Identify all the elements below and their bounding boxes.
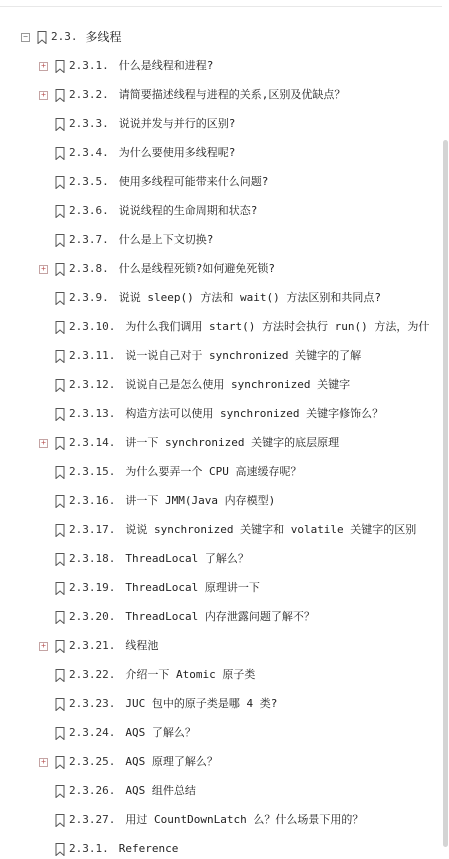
outline-item[interactable]: [39, 230, 440, 250]
outline-item-number: 2.3.6.: [69, 204, 109, 217]
outline-item-number: 2.3.24.: [69, 726, 116, 739]
outline-item-title: ThreadLocal 了解么？: [125, 552, 249, 565]
expand-toggle-icon[interactable]: +: [39, 758, 48, 767]
bookmark-icon: [55, 611, 65, 624]
bookmark-icon: [55, 698, 65, 711]
outline-item-title: 构造方法可以使用 synchronized 关键字修饰么？: [125, 407, 384, 420]
top-divider: [0, 6, 449, 7]
outline-item-title: 什么是上下文切换?: [118, 233, 214, 246]
outline-item-title: 用过 CountDownLatch 么？什么场景下用的？: [125, 813, 364, 826]
outline-item-title: JUC 包中的原子类是哪 4 类?: [125, 697, 278, 710]
outline-item-number: 2.3.2.: [69, 88, 109, 101]
outline-item-title: 为什么我们调用 start() 方法时会执行 run() 方法，为什: [125, 320, 430, 333]
outline-item-title: 介绍一下 Atomic 原子类: [125, 668, 256, 681]
outline-item[interactable]: [39, 607, 440, 627]
outline-item-title: 说说 synchronized 关键字和 volatile 关键字的区别: [125, 523, 417, 536]
outline-item-number: 2.3.10.: [69, 320, 116, 333]
outline-item-title: ThreadLocal 内存泄露问题了解不？: [125, 610, 315, 623]
outline-item-number: 2.3.26.: [69, 784, 116, 797]
outline-item-number: 2.3.16.: [69, 494, 116, 507]
bookmark-icon: [55, 89, 65, 102]
bookmark-icon: [55, 669, 65, 682]
outline-item[interactable]: [39, 317, 440, 337]
outline-item-number: 2.3.4.: [69, 146, 109, 159]
outline-item-title: AQS 原理了解么？: [125, 755, 218, 768]
outline-item[interactable]: [39, 549, 440, 569]
outline-item[interactable]: [39, 346, 440, 366]
bookmark-icon: [55, 843, 65, 856]
outline-item[interactable]: [39, 810, 440, 830]
outline-item-title: Reference: [118, 842, 179, 855]
scrollbar-thumb[interactable]: [443, 140, 448, 847]
outline-item[interactable]: [39, 201, 440, 221]
bookmark-icon: [55, 524, 65, 537]
outline-item[interactable]: [39, 491, 440, 511]
outline-item-number: 2.3.11.: [69, 349, 116, 362]
expand-toggle-icon[interactable]: +: [39, 62, 48, 71]
bookmark-icon: [55, 437, 65, 450]
outline-item-number: 2.3.20.: [69, 610, 116, 623]
outline-item-title: 说一说自己对于 synchronized 关键字的了解: [125, 349, 362, 362]
outline-item[interactable]: [39, 839, 440, 859]
outline-item-number: 2.3.21.: [69, 639, 116, 652]
outline-item[interactable]: [39, 433, 440, 453]
outline-item-number: 2.3.18.: [69, 552, 116, 565]
outline-item-title: 说说自己是怎么使用 synchronized 关键字: [125, 378, 351, 391]
expand-toggle-icon[interactable]: +: [39, 265, 48, 274]
outline-item-title: 为什么要使用多线程呢?: [118, 146, 236, 159]
outline-item-number: 2.3.9.: [69, 291, 109, 304]
bookmark-icon: [55, 727, 65, 740]
bookmark-icon: [55, 205, 65, 218]
outline-item-number: 2.3.23.: [69, 697, 116, 710]
outline-item-title: AQS 了解么？: [125, 726, 196, 739]
bookmark-icon: [37, 31, 47, 44]
outline-item-number: 2.3.25.: [69, 755, 116, 768]
outline-item-title: 多线程: [85, 30, 122, 44]
bookmark-icon: [55, 176, 65, 189]
outline-item-number: 2.3.1.: [69, 59, 109, 72]
outline-item-number: 2.3.1.: [69, 842, 109, 855]
outline-item[interactable]: [39, 114, 440, 134]
outline-item-number: 2.3.13.: [69, 407, 116, 420]
bookmark-icon: [55, 553, 65, 566]
bookmark-icon: [55, 582, 65, 595]
outline-item-number: 2.3.5.: [69, 175, 109, 188]
outline-item-title: 什么是线程和进程?: [118, 59, 214, 72]
outline-item-number: 2.3.12.: [69, 378, 116, 391]
bookmark-icon: [55, 292, 65, 305]
outline-item[interactable]: [39, 723, 440, 743]
bookmark-icon: [55, 408, 65, 421]
outline-item-title: 什么是线程死锁?如何避免死锁?: [118, 262, 275, 275]
outline-item[interactable]: [39, 143, 440, 163]
outline-item-number: 2.3.27.: [69, 813, 116, 826]
outline-item-title: 说说 sleep() 方法和 wait() 方法区别和共同点?: [118, 291, 381, 304]
outline-item-number: 2.3.22.: [69, 668, 116, 681]
outline-item-number: 2.3.15.: [69, 465, 116, 478]
outline-item[interactable]: [39, 665, 440, 685]
bookmark-icon: [55, 495, 65, 508]
outline-item-title: 说说并发与并行的区别?: [118, 117, 236, 130]
outline-item-title: 讲一下 synchronized 关键字的底层原理: [125, 436, 340, 449]
outline-item-root[interactable]: [21, 27, 421, 47]
bookmark-icon: [55, 263, 65, 276]
outline-item[interactable]: [39, 172, 440, 192]
outline-item[interactable]: [39, 288, 440, 308]
outline-item[interactable]: [39, 520, 440, 540]
expand-toggle-icon[interactable]: +: [39, 642, 48, 651]
outline-item[interactable]: [39, 694, 440, 714]
outline-item-number: 2.3.: [51, 30, 78, 43]
outline-item-number: 2.3.14.: [69, 436, 116, 449]
outline-item-number: 2.3.8.: [69, 262, 109, 275]
bookmark-icon: [55, 118, 65, 131]
outline-item[interactable]: [39, 404, 440, 424]
bookmark-icon: [55, 321, 65, 334]
outline-item-title: 说说线程的生命周期和状态?: [118, 204, 258, 217]
bookmark-icon: [55, 640, 65, 653]
outline-item[interactable]: [39, 781, 440, 801]
bookmark-icon: [55, 234, 65, 247]
outline-item[interactable]: [39, 462, 440, 482]
outline-item-number: 2.3.7.: [69, 233, 109, 246]
bookmark-icon: [55, 147, 65, 160]
outline-item[interactable]: [39, 85, 440, 105]
bookmark-icon: [55, 756, 65, 769]
bookmark-icon: [55, 350, 65, 363]
collapse-toggle-icon[interactable]: −: [21, 33, 30, 42]
bookmark-icon: [55, 785, 65, 798]
bookmark-icon: [55, 60, 65, 73]
outline-item[interactable]: [39, 375, 440, 395]
outline-item-title: AQS 组件总结: [125, 784, 196, 797]
outline-item[interactable]: [39, 636, 440, 656]
outline-item-title: 使用多线程可能带来什么问题?: [118, 175, 269, 188]
outline-item-title: ThreadLocal 原理讲一下: [125, 581, 260, 594]
expand-toggle-icon[interactable]: +: [39, 439, 48, 448]
bookmark-icon: [55, 814, 65, 827]
outline-item[interactable]: [39, 752, 440, 772]
vertical-scrollbar[interactable]: [442, 0, 449, 847]
outline-item-title: 线程池: [125, 639, 159, 652]
expand-toggle-icon[interactable]: +: [39, 91, 48, 100]
bookmark-icon: [55, 379, 65, 392]
outline-item-title: 请简要描述线程与进程的关系,区别及优缺点？: [118, 88, 346, 101]
outline-item[interactable]: [39, 259, 440, 279]
outline-item-number: 2.3.17.: [69, 523, 116, 536]
outline-item[interactable]: [39, 578, 440, 598]
bookmark-icon: [55, 466, 65, 479]
outline-item[interactable]: [39, 56, 440, 76]
outline-item-title: 讲一下 JMM(Java 内存模型): [125, 494, 276, 507]
outline-item-number: 2.3.3.: [69, 117, 109, 130]
outline-item-number: 2.3.19.: [69, 581, 116, 594]
outline-item-title: 为什么要弄一个 CPU 高速缓存呢？: [125, 465, 302, 478]
